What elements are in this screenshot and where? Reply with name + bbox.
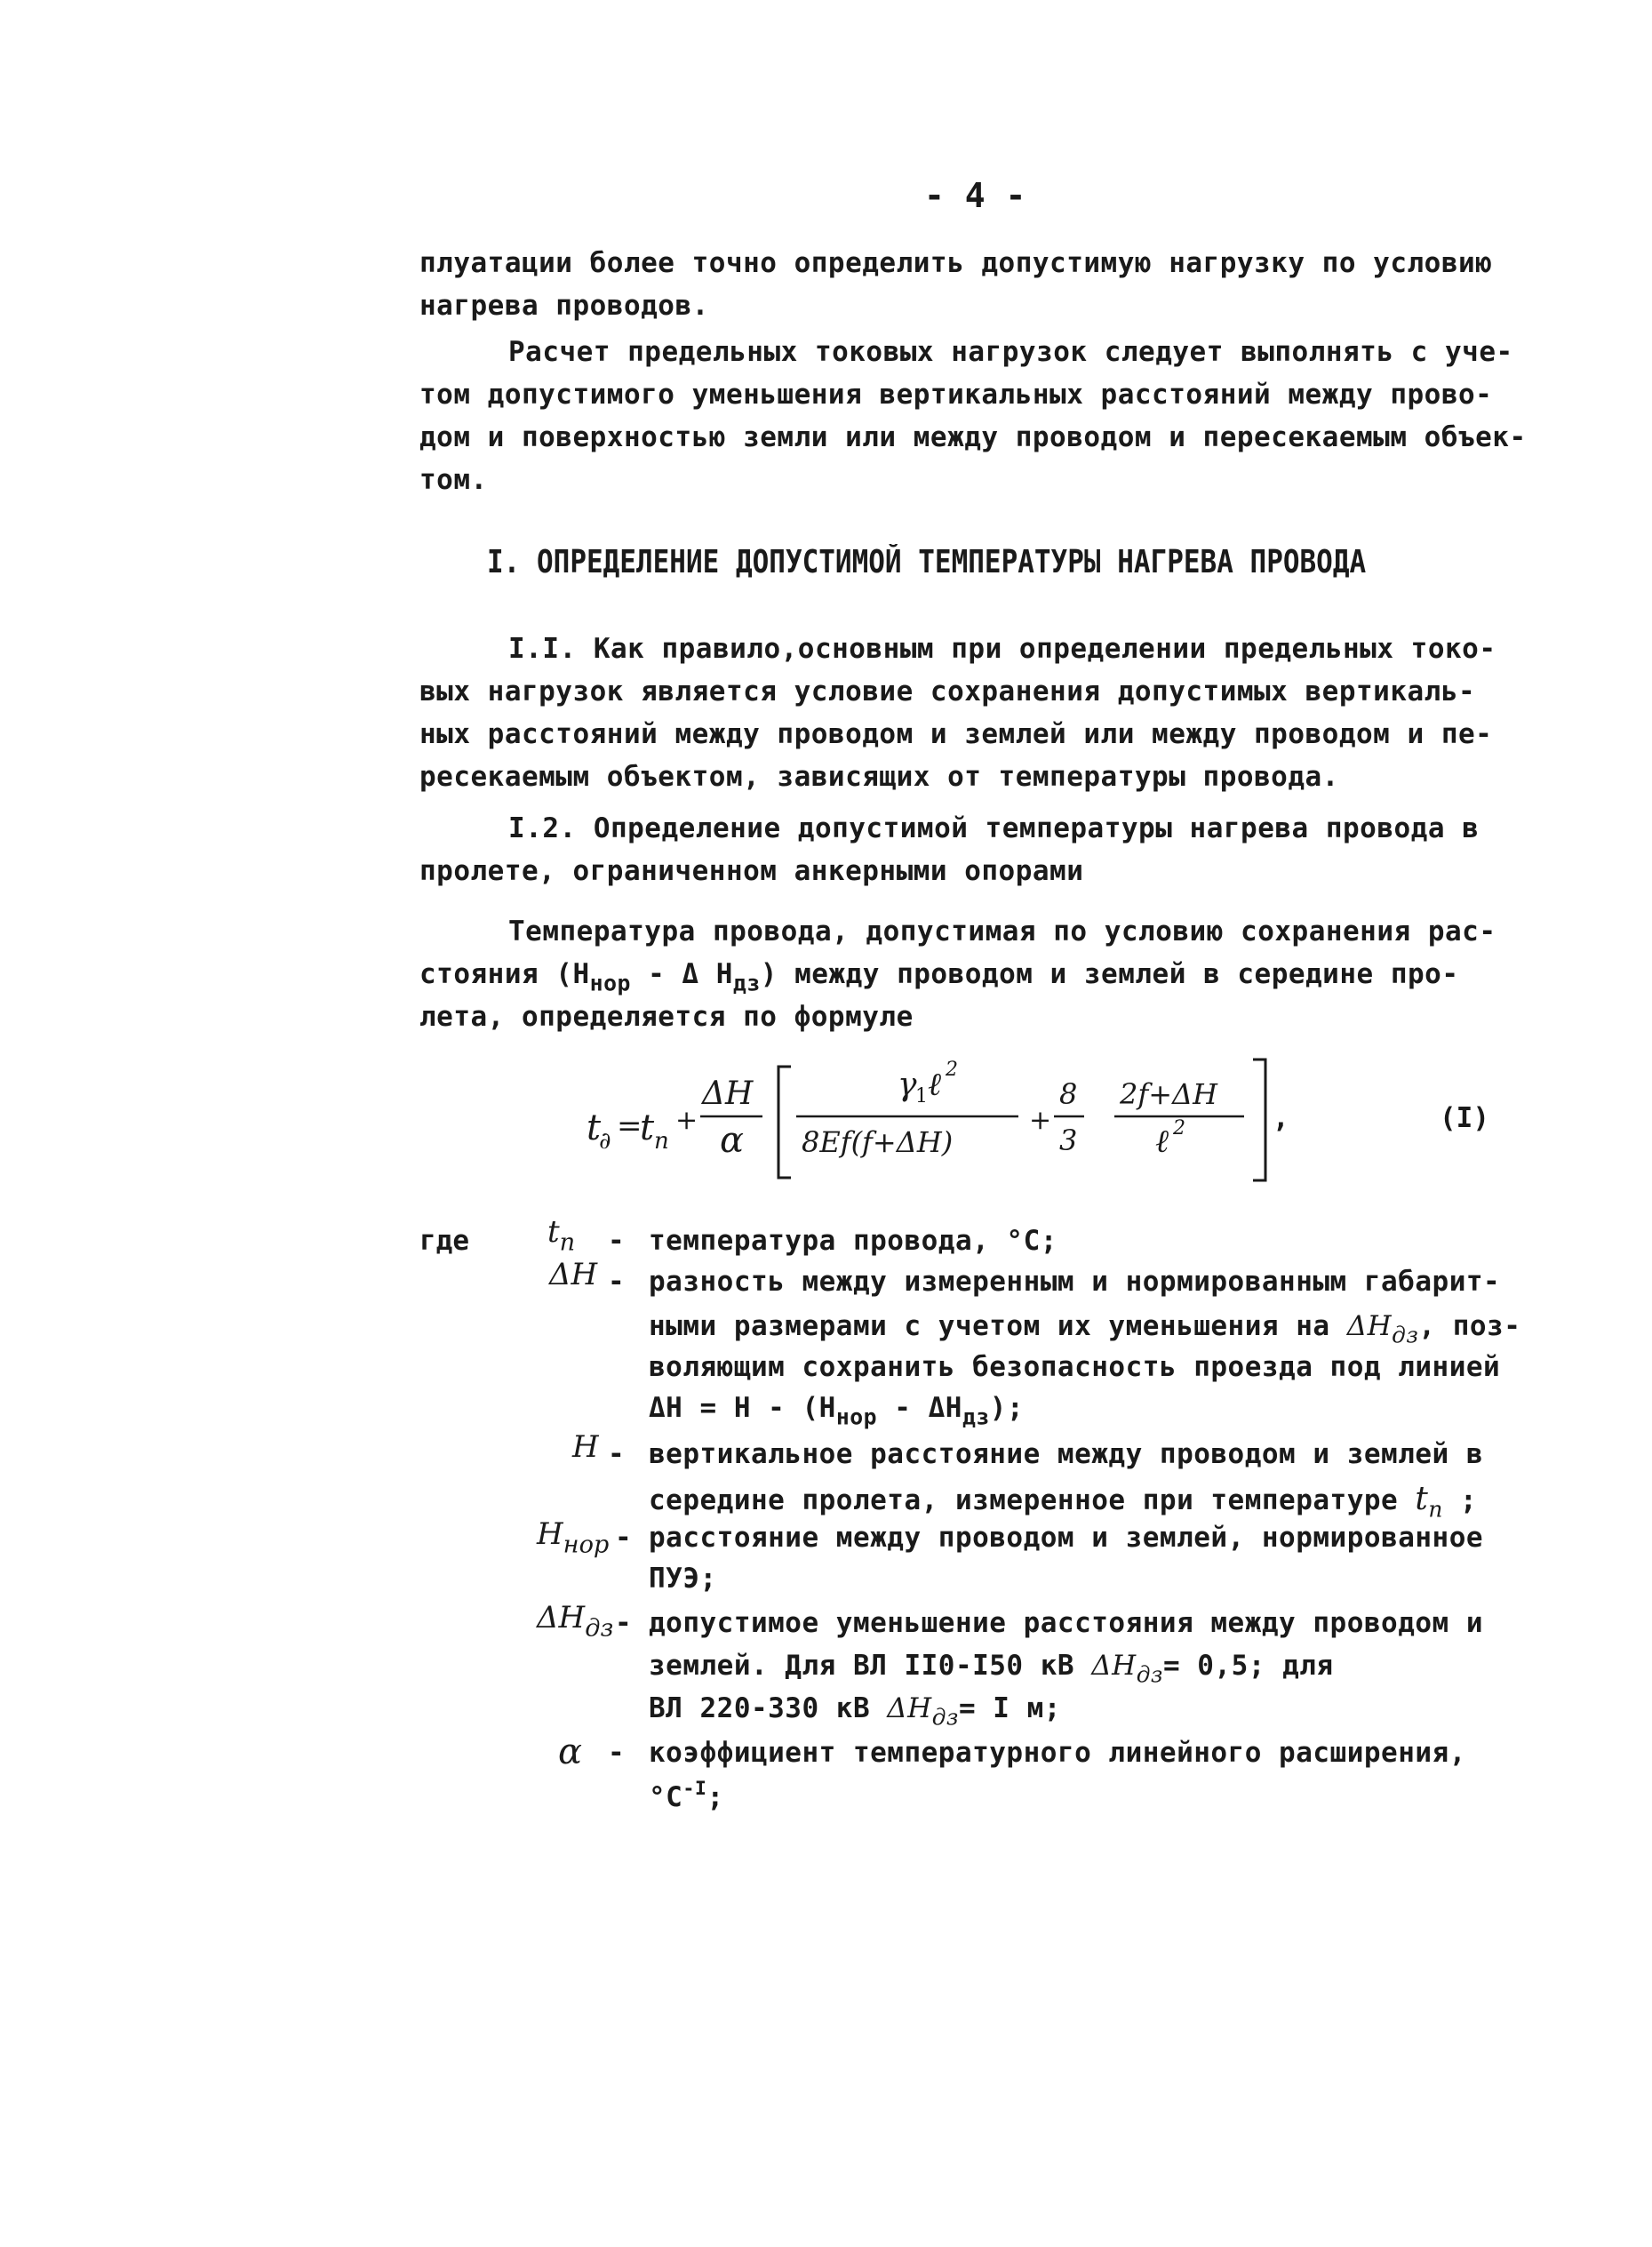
svg-text:∂: ∂ <box>599 1128 611 1155</box>
def-alpha-line-2: $^\circ С^{-I}$; <box>649 1778 724 1814</box>
def-dhdz-line-1: допустимое уменьшение расстояния между проводом и <box>649 1607 1484 1639</box>
svg-text:ℓ: ℓ <box>928 1067 941 1103</box>
symbol-t-n: $t_п$ <box>547 1214 576 1257</box>
svg-text:t: t <box>640 1108 655 1148</box>
def-hnor-line-2: ПУЭ; <box>649 1563 717 1595</box>
symbol-delta-h-dz: $\Delta H_{дз}$ <box>537 1600 614 1643</box>
formula-comma: , <box>1273 1102 1289 1134</box>
dash: - <box>615 1607 632 1639</box>
svg-text:п: п <box>654 1128 669 1155</box>
svg-text:ℓ: ℓ <box>1155 1124 1169 1160</box>
section-heading: I. ОПРЕДЕЛЕНИЕ ДОПУСТИМОЙ ТЕМПЕРАТУРЫ НАГРЕВА ПРОВОДА <box>487 544 1367 581</box>
svg-text:γ: γ <box>898 1067 917 1103</box>
para-1-3-line-2: стояния ($Н_{нор}$ - Δ $Н_{дз}$) между проводом и землей в середине про- <box>419 958 1459 996</box>
intro-line-2: нагрева проводов. <box>419 290 709 322</box>
svg-text:1: 1 <box>915 1085 928 1108</box>
formula-number: (I) <box>1440 1102 1489 1134</box>
para-1-2-line-1: I.2. Определение допустимой температуры нагрева провода в <box>508 812 1480 844</box>
def-dh-line-2: ными размерами с учетом их уменьшения на $\Delta H_{дз}$, поз- <box>649 1310 1521 1348</box>
para-1-3-line-1: Температура провода, допустимая по условию сохранения рас- <box>508 916 1496 948</box>
dash: - <box>608 1225 625 1257</box>
svg-text:3: 3 <box>1059 1124 1078 1157</box>
def-hnor-line-1: расстояние между проводом и землей, нормированное <box>649 1522 1484 1554</box>
def-h-line-2: середине пролета, измеренное при температуре $t_п$ ; <box>649 1481 1478 1523</box>
para-1-1-line-4: ресекаемым объектом, зависящих от температуры провода. <box>419 761 1339 793</box>
dash: - <box>608 1438 625 1470</box>
formula-1 <box>569 1040 1297 1191</box>
dash: - <box>615 1522 632 1554</box>
def-h-line-1: вертикальное расстояние между проводом и землей в <box>649 1438 1484 1470</box>
where-label: где <box>419 1225 469 1257</box>
def-dh-line-4: $\Delta Н = Н - (Н_{нор} - \Delta Н_{дз})$; <box>649 1392 1025 1430</box>
def-dhdz-line-2: землей. Для ВЛ II0-I50 кВ $\Delta H_{дз}= 0,5$; для <box>649 1650 1334 1688</box>
svg-text:+: + <box>675 1105 698 1136</box>
dash: - <box>608 1266 625 1298</box>
formula-graphic <box>569 1040 1297 1191</box>
svg-text:t: t <box>587 1108 602 1148</box>
page-number: - 4 - <box>924 176 1026 215</box>
para-1-1-line-2: вых нагрузок является условие сохранения допустимых вертикаль- <box>419 676 1476 708</box>
symbol-h: H <box>572 1429 599 1465</box>
dash: - <box>608 1737 625 1769</box>
def-dhdz-line-3: ВЛ 220-330 кВ $\Delta H_{дз}= I$ м; <box>649 1692 1061 1731</box>
para-1-3-line-3: лета, определяется по формуле <box>419 1001 914 1033</box>
svg-text:8Ef(f+ΔH): 8Ef(f+ΔH) <box>802 1125 954 1159</box>
para-1-1-line-3: ных расстояний между проводом и землей или между проводом и пе- <box>419 718 1493 750</box>
svg-text:=: = <box>617 1108 642 1144</box>
para-1-2-line-2: пролете, ограниченном анкерными опорами <box>419 855 1084 887</box>
para-1-1-line-1: I.I. Как правило,основным при определении предельных токо- <box>508 633 1496 665</box>
def-tn-text: температура провода, °С; <box>649 1225 1057 1257</box>
svg-text:2: 2 <box>946 1059 958 1081</box>
svg-text:2: 2 <box>1173 1117 1185 1139</box>
intro-line-3: Расчет предельных токовых нагрузок следует выполнять с уче- <box>508 336 1513 368</box>
svg-text:+: + <box>1029 1105 1052 1136</box>
svg-text:ΔH: ΔH <box>702 1076 754 1112</box>
intro-line-4: том допустимого уменьшения вертикальных расстояний между прово- <box>419 379 1493 411</box>
svg-text:α: α <box>720 1120 745 1161</box>
svg-text:8: 8 <box>1059 1077 1078 1111</box>
symbol-h-nor: $H_{нор}$ <box>537 1516 610 1559</box>
def-dh-line-1: разность между измеренным и нормированным габарит- <box>649 1266 1501 1298</box>
symbol-alpha: α <box>558 1731 583 1772</box>
def-alpha-line-1: коэффициент температурного линейного расширения, <box>649 1737 1466 1769</box>
intro-line-5: дом и поверхностью земли или между проводом и пересекаемым объек- <box>419 421 1527 453</box>
def-dh-line-3: воляющим сохранить безопасность проезда под линией <box>649 1351 1501 1383</box>
intro-line-1: плуатации более точно определить допустимую нагрузку по условию <box>419 247 1493 279</box>
svg-text:2f+ΔH: 2f+ΔH <box>1120 1077 1218 1111</box>
symbol-delta-h: ΔH <box>549 1257 598 1292</box>
intro-line-6: том. <box>419 464 488 496</box>
